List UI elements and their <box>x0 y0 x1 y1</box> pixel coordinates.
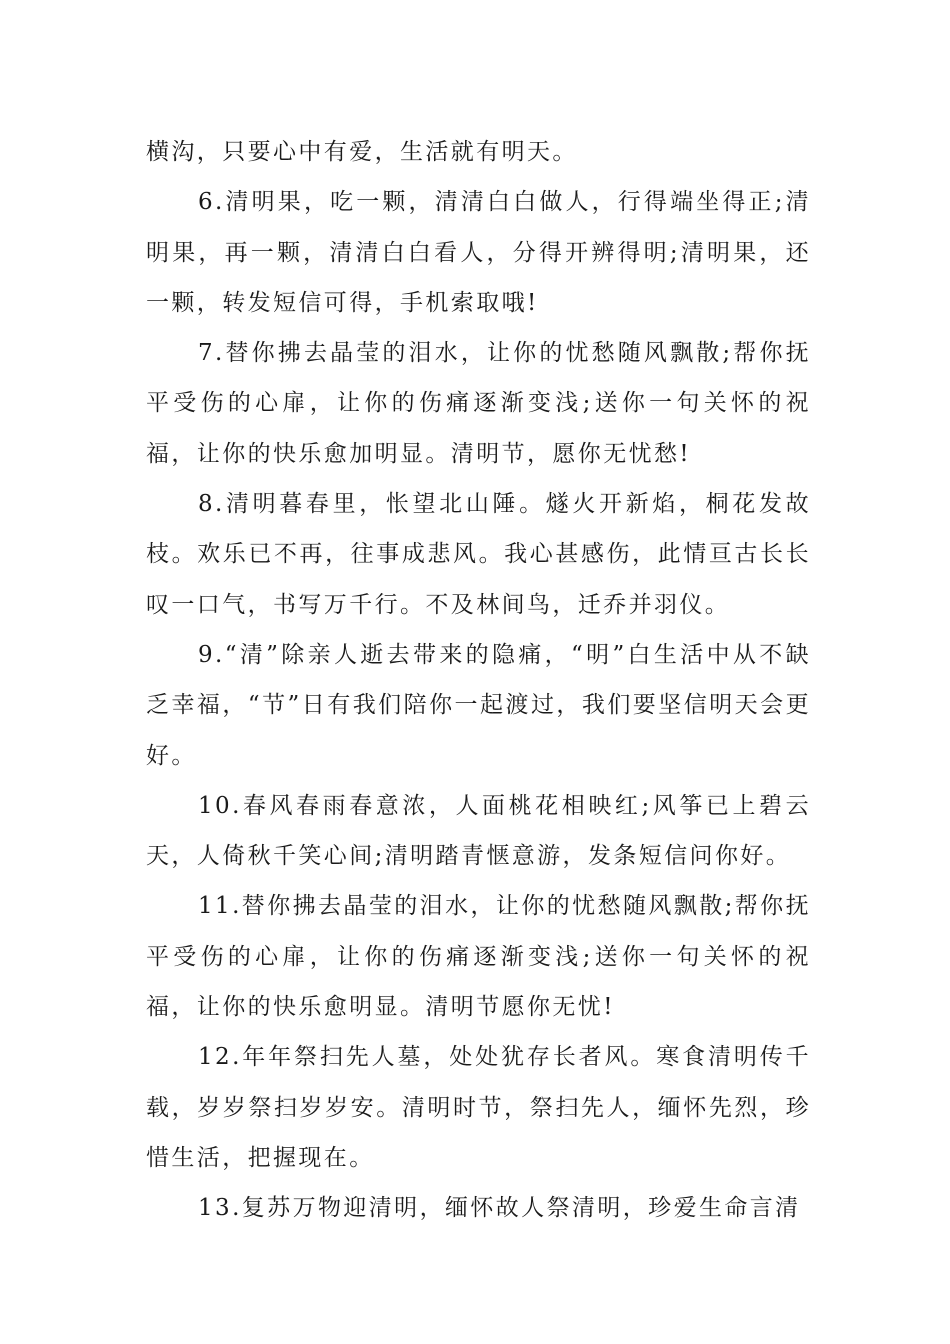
paragraph-item-9: 9.“清”除亲人逝去带来的隐痛，“明”白生活中从不缺乏幸福，“节”日有我们陪你一起渡过，我们要坚信明天会更好。 <box>146 641 811 769</box>
paragraph-item-7: 7.替你拂去晶莹的泪水，让你的忧愁随风飘散;帮你抚平受伤的心扉，让你的伤痛逐渐变浅;送你一句关怀的祝福，让你的快乐愈加明显。清明节，愿你无忧愁! <box>146 340 811 467</box>
paragraph-item-13: 13.复苏万物迎清明，缅怀故人祭清明，珍爱生命言清 <box>198 1195 801 1222</box>
paragraph-item-10: 10.春风春雨春意浓，人面桃花相映红;风筝已上碧云天，人倚秋千笑心间;清明踏青惬意游，发条短信问你好。 <box>146 792 811 870</box>
paragraph-item-12: 12.年年祭扫先人墓，处处犹存长者风。寒食清明传千载，岁岁祭扫岁岁安。清明时节，祭扫先人，缅怀先烈，珍惜生活，把握现在。 <box>146 1044 811 1171</box>
paragraph-continuation: 横沟，只要心中有爱，生活就有明天。 <box>146 139 578 165</box>
paragraph-item-11: 11.替你拂去晶莹的泪水，让你的忧愁随风飘散;帮你抚平受伤的心扉，让你的伤痛逐渐变浅;送你一句关怀的祝福，让你的快乐愈明显。清明节愿你无忧! <box>146 893 811 1021</box>
document-body <box>146 127 811 1234</box>
paragraph-item-6: 6.清明果，吃一颗，清清白白做人，行得端坐得正;清明果，再一颗，清清白白看人，分得开辨得明;清明果，还一颗，转发短信可得，手机索取哦! <box>146 189 811 316</box>
paragraph-item-8: 8.清明暮春里，怅望北山陲。燧火开新焰，桐花发故枝。欢乐已不再，往事成悲风。我心甚感伤，此情亘古长长叹一口气，书写万千行。不及林间鸟，迁乔并羽仪。 <box>146 491 811 618</box>
